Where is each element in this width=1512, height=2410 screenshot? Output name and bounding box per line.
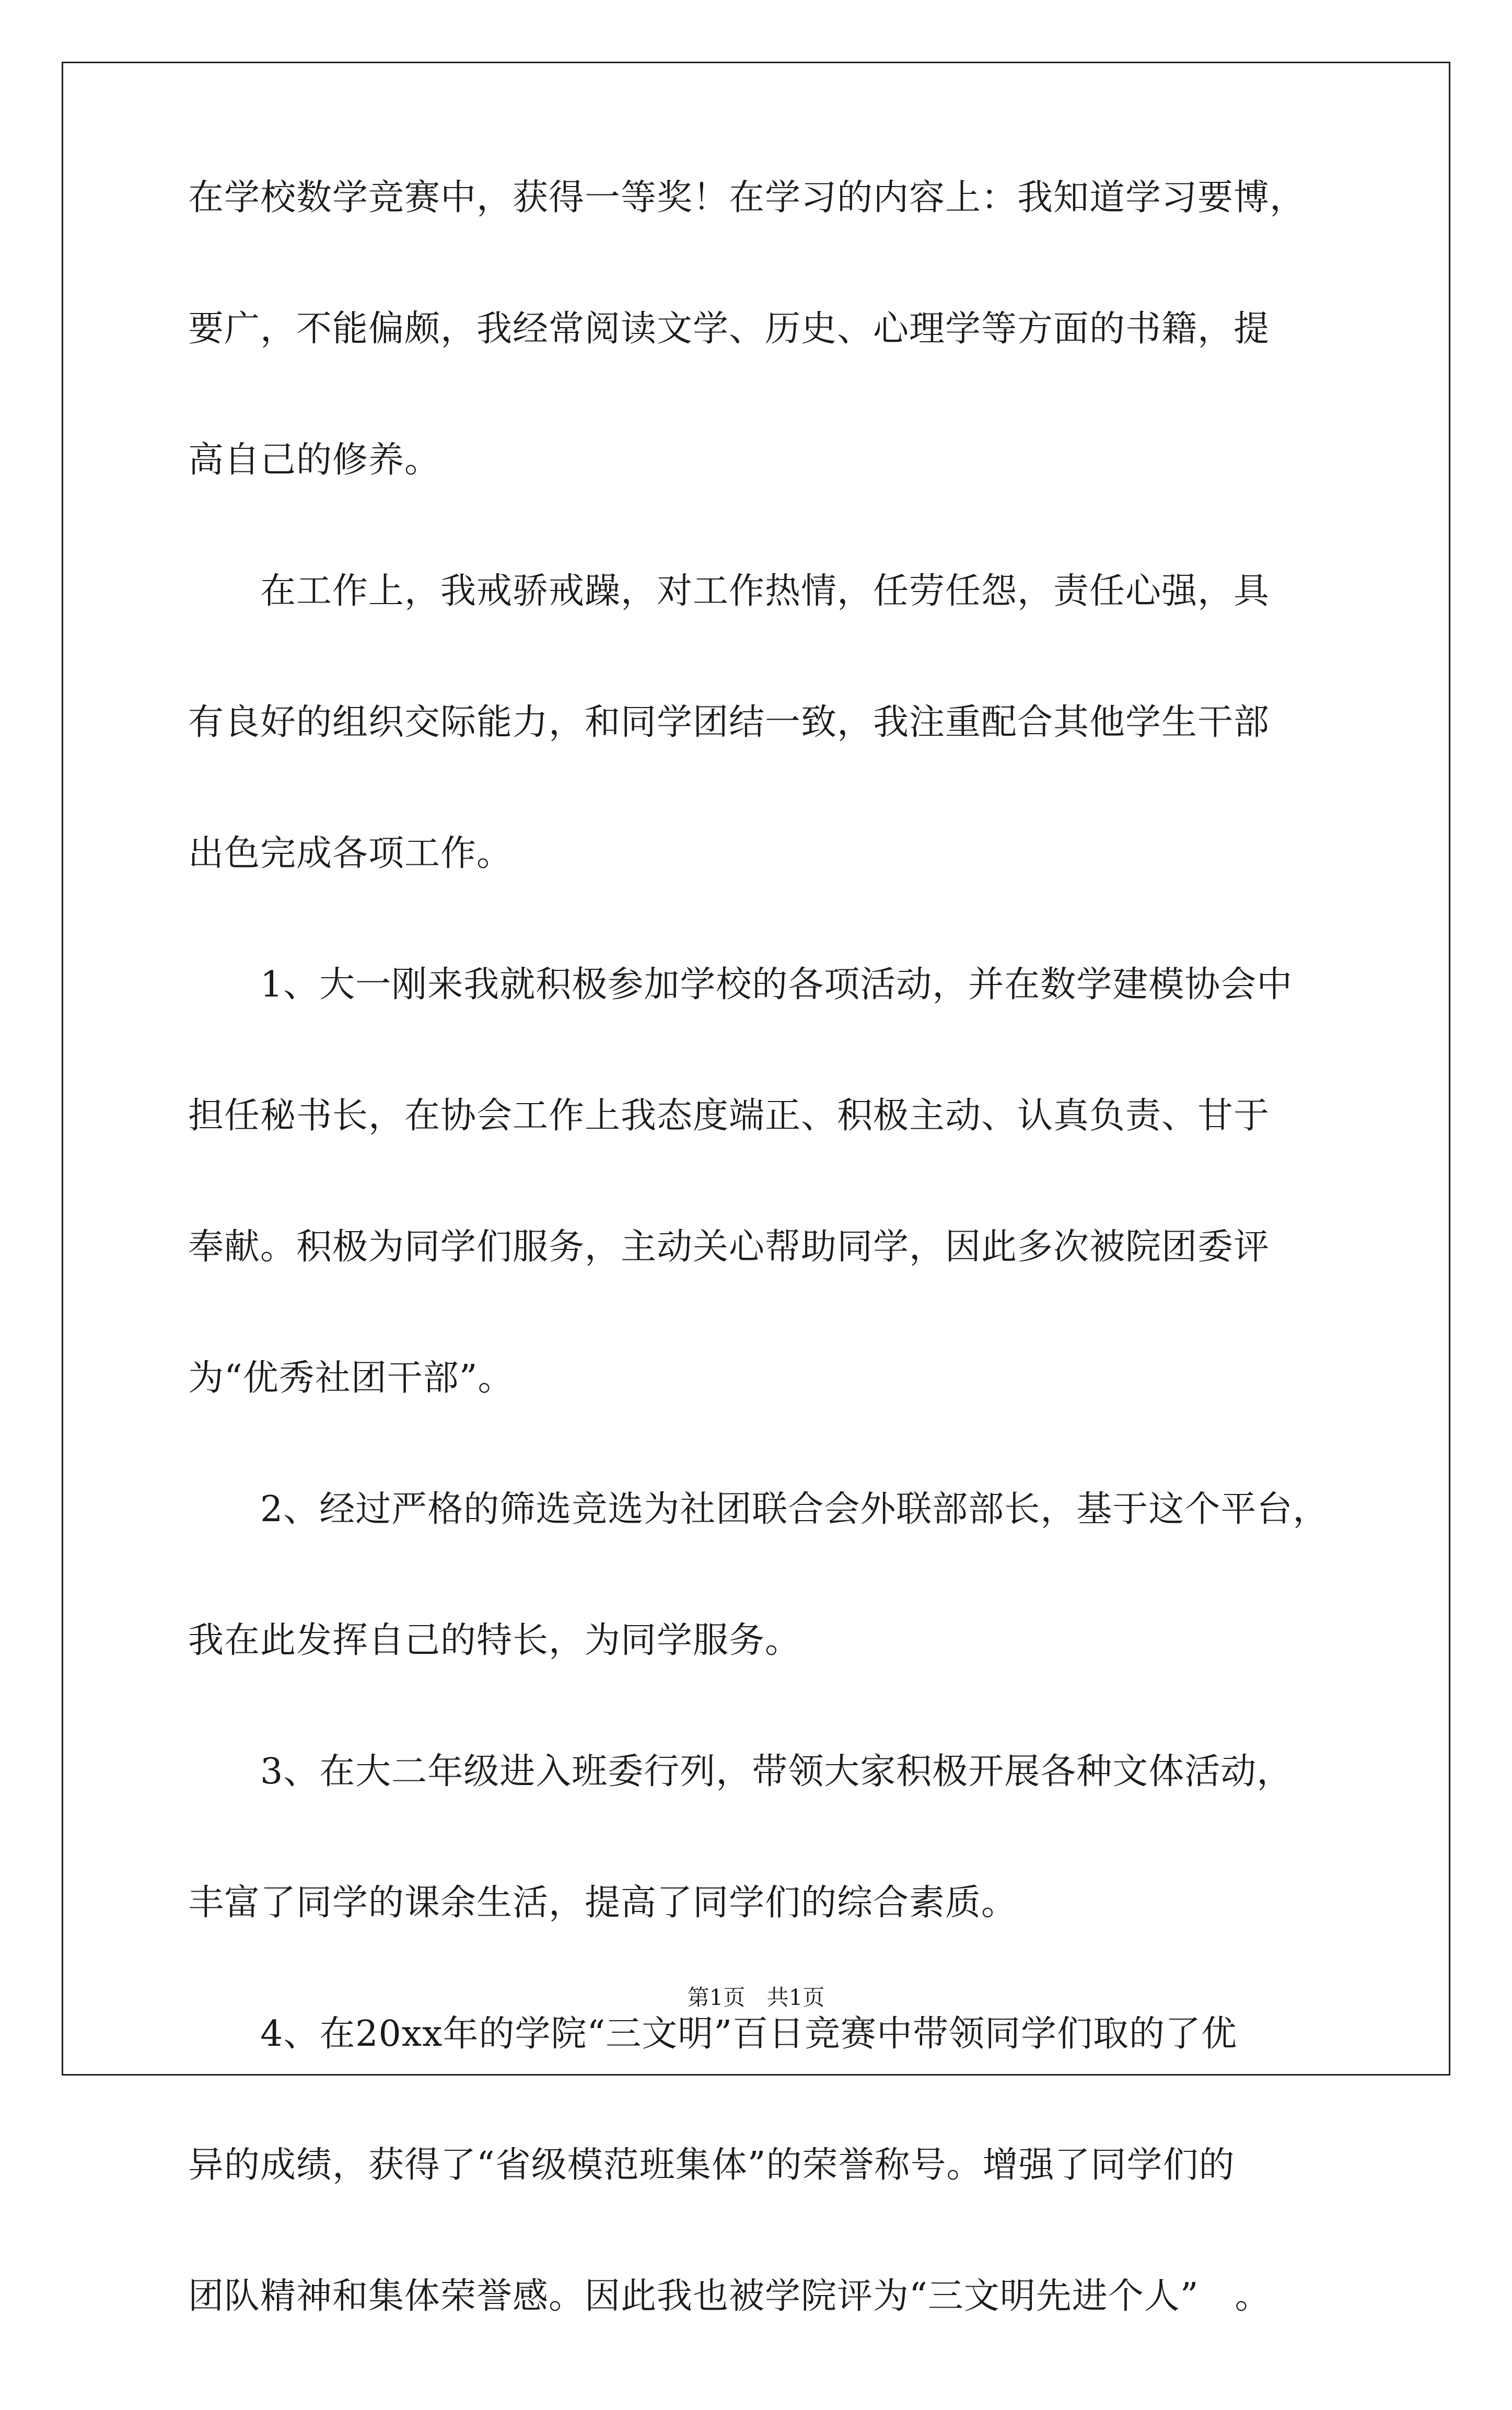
page-number: 第1页: [687, 1985, 746, 2010]
text-line: 要广，不能偏颇，我经常阅读文学、历史、心理学等方面的书籍，提: [188, 308, 1270, 350]
text-line: 有良好的组织交际能力，和同学团结一致，我注重配合其他学生干部: [188, 702, 1270, 743]
text-line: 4、在20xx年的学院“三文明”百日竞赛中带领同学们取的了优: [188, 2013, 1238, 2055]
text-line: 在工作上，我戒骄戒躁，对工作热情，任劳任怨，责任心强，具: [188, 571, 1270, 612]
text-line: 异的成绩，获得了“省级模范班集体”的荣誉称号。增强了同学们的: [188, 2145, 1235, 2186]
text-line: 高自己的修养。: [188, 439, 441, 481]
page-total: 共1页: [766, 1985, 825, 2010]
text-line: 为“优秀社团干部”。: [188, 1358, 514, 1399]
text-line: 我在此发挥自己的特长，为同学服务。: [188, 1620, 801, 1661]
page-footer: [0, 1980, 1512, 2012]
text-line: 在学校数学竞赛中，获得一等奖！在学习的内容上：我知道学习要博，: [188, 177, 1306, 218]
text-line: 奉献。积极为同学们服务，主动关心帮助同学，因此多次被院团委评: [188, 1226, 1270, 1268]
text-line: 担任秘书长，在协会工作上我态度端正、积极主动、认真负责、甘于: [188, 1095, 1270, 1137]
text-line: 丰富了同学的课余生活，提高了同学们的综合素质。: [188, 1882, 1018, 1924]
text-line: 1、大一刚来我就积极参加学校的各项活动，并在数学建模协会中: [188, 964, 1293, 1005]
text-line: 3、在大二年级进入班委行列，带领大家积极开展各种文体活动，: [188, 1751, 1293, 1792]
document-body: [188, 177, 1337, 2410]
text-line: 出色完成各项工作。: [188, 833, 513, 874]
text-line: 团队精神和集体荣誉感。因此我也被学院评为“三文明先进个人” 。: [188, 2276, 1271, 2317]
text-line: 2、经过严格的筛选竞选为社团联合会外联部部长，基于这个平台，: [188, 1489, 1329, 1530]
